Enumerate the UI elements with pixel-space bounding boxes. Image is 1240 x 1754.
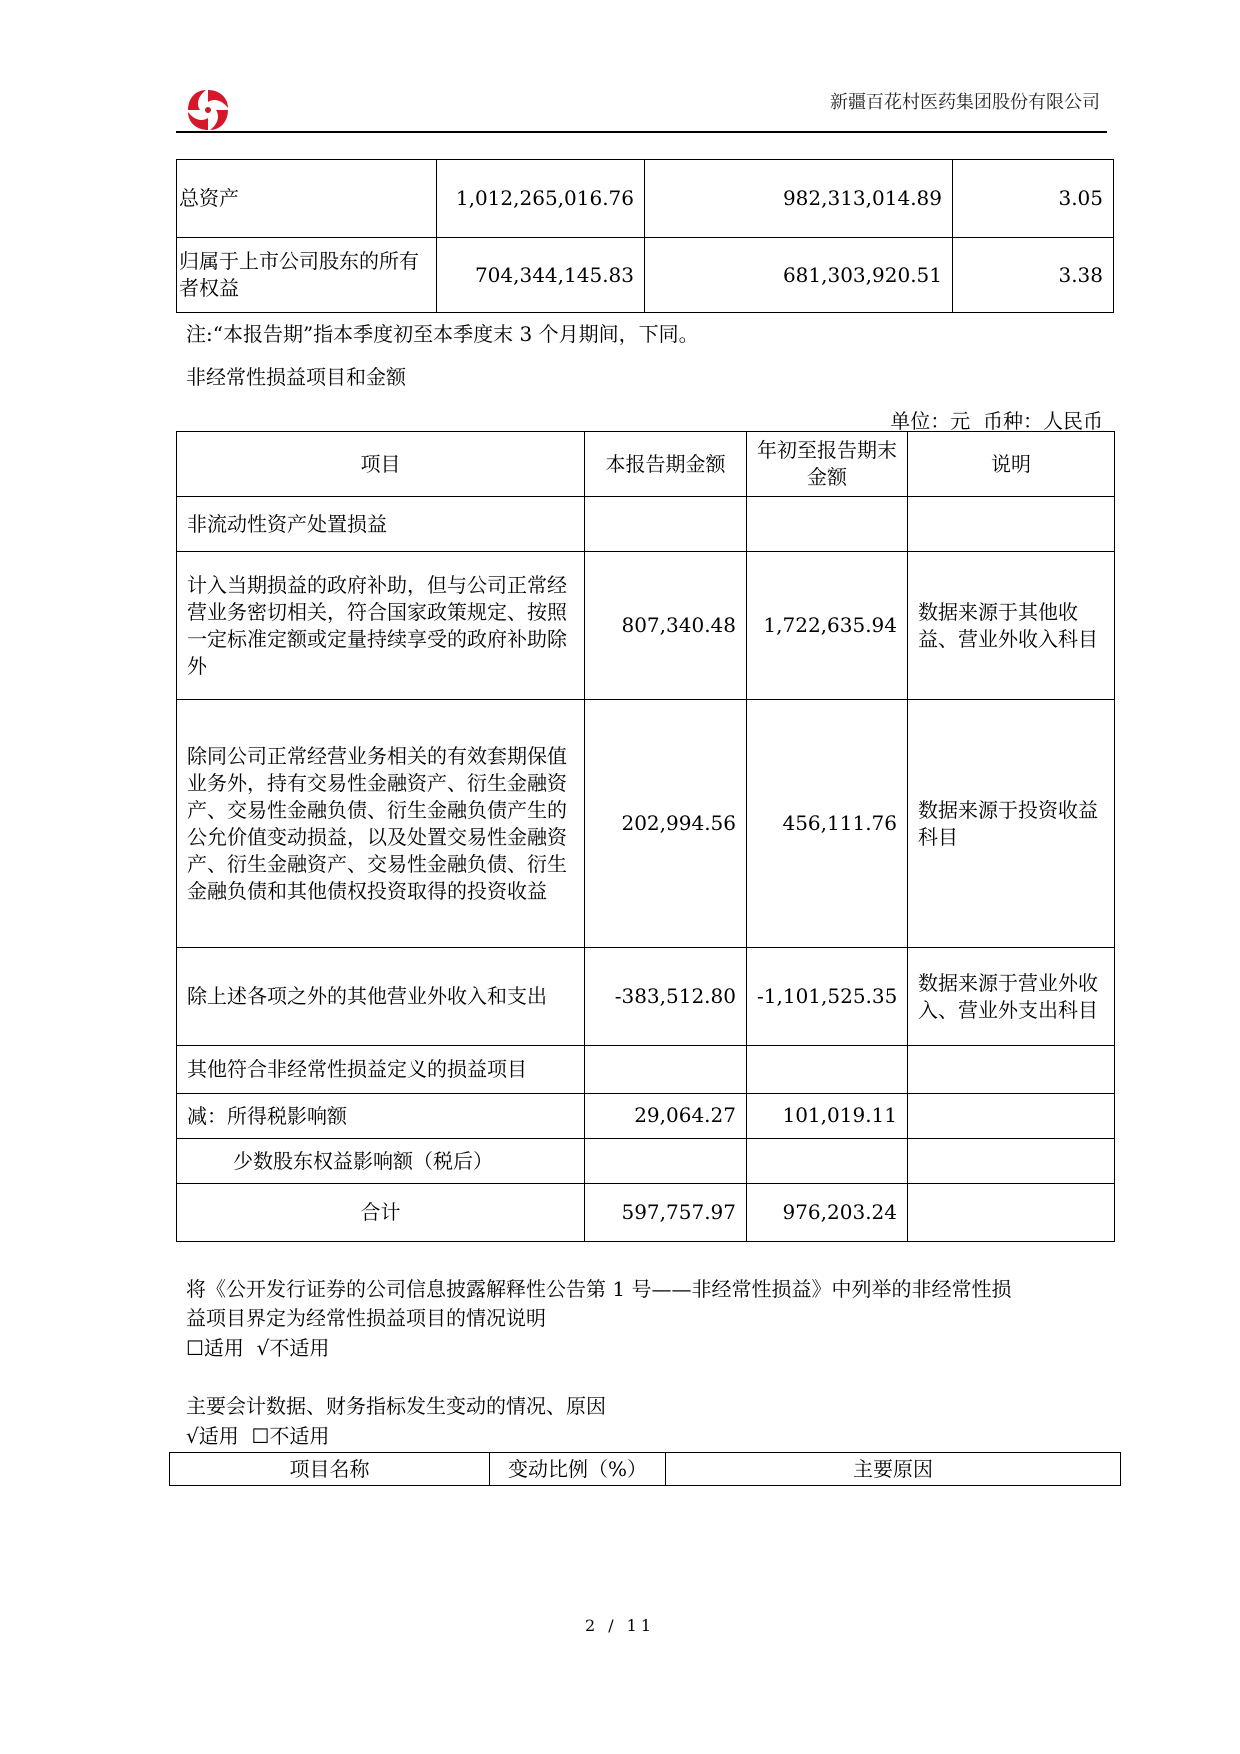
paragraph-title: 主要会计数据、财务指标发生变动的情况、原因 [186,1394,606,1418]
table-cell: 数据来源于营业外收入、营业外支出科目 [908,948,1115,1046]
table-cell [747,1139,908,1184]
table-header-row [170,1453,1121,1486]
company-logo-icon [186,88,230,132]
table-cell [908,1094,1115,1139]
table-row [177,948,1115,1046]
table-row [177,497,1115,552]
page-number: 2 / 11 [584,1616,656,1635]
table-cell: 456,111.76 [747,700,908,948]
table-row [177,1046,1115,1094]
paragraph-line: 将《公开发行证券的公司信息披露解释性公告第 1 号——非经常性损益》中列举的非经常性损 [186,1277,1012,1301]
table-row [177,552,1115,700]
table-row [177,1184,1115,1242]
applicability-checkbox-text: ☐适用 √不适用 [186,1336,330,1360]
table-cell [585,1139,747,1184]
table-cell [908,1184,1115,1242]
paragraph-line: 益项目界定为经常性损益项目的情况说明 [186,1306,546,1330]
table-cell: 1,722,635.94 [747,552,908,700]
table-cell: 29,064.27 [585,1094,747,1139]
table-cell: 合计 [177,1184,585,1242]
table-cell: -1,101,525.35 [747,948,908,1046]
table-cell: 1,012,265,016.76 [437,160,645,238]
table-cell: 704,344,145.83 [437,238,645,313]
table-row [177,160,1114,238]
table-cell [908,1139,1115,1184]
unit-label: 单位：元 币种：人民币 [890,409,1103,433]
table-cell: 数据来源于投资收益科目 [908,700,1115,948]
table-cell [747,1046,908,1094]
table-cell: 597,757.97 [585,1184,747,1242]
non-recurring-items-table [176,431,1115,1242]
table-cell: 681,303,920.51 [645,238,953,313]
footnote: 注:“本报告期”指本季度初至本季度末 3 个月期间，下同。 [186,322,699,346]
table-cell: 数据来源于其他收益、营业外收入科目 [908,552,1115,700]
column-header: 变动比例（%） [490,1453,666,1486]
table-cell: 少数股东权益影响额（税后） [177,1139,585,1184]
column-header: 项目 [177,432,585,497]
table-cell [585,1046,747,1094]
change-reasons-table [169,1452,1121,1486]
table-cell: 归属于上市公司股东的所有者权益 [177,238,437,313]
table-cell: 202,994.56 [585,700,747,948]
table-cell: -383,512.80 [585,948,747,1046]
table-cell: 807,340.48 [585,552,747,700]
applicability-checkbox-text: √适用 ☐不适用 [186,1424,330,1448]
column-header: 说明 [908,432,1115,497]
section-title: 非经常性损益项目和金额 [186,365,406,389]
column-header: 主要原因 [666,1453,1121,1486]
table-cell [908,1046,1115,1094]
table-row [177,700,1115,948]
table-cell: 减：所得税影响额 [177,1094,585,1139]
table-cell: 其他符合非经常性损益定义的损益项目 [177,1046,585,1094]
column-header: 年初至报告期末金额 [747,432,908,497]
table-row [177,1094,1115,1139]
table-cell: 982,313,014.89 [645,160,953,238]
table-cell: 3.38 [953,238,1114,313]
table-cell: 976,203.24 [747,1184,908,1242]
table-cell [585,497,747,552]
balance-summary-table [176,159,1114,313]
table-cell [908,497,1115,552]
table-cell: 总资产 [177,160,437,238]
table-cell: 3.05 [953,160,1114,238]
company-name: 新疆百花村医药集团股份有限公司 [830,92,1100,113]
table-header-row [177,432,1115,497]
table-cell: 非流动性资产处置损益 [177,497,585,552]
column-header: 本报告期金额 [585,432,747,497]
table-cell [747,497,908,552]
table-row [177,1139,1115,1184]
table-cell: 除同公司正常经营业务相关的有效套期保值业务外，持有交易性金融资产、衍生金融资产、交易性金融负债、衍生金融负债产生的公允价值变动损益，以及处置交易性金融资产、衍生金融资产、交易性金融负债、衍生金融负债和其他债权投资取得的投资收益 [177,700,585,948]
column-header: 项目名称 [170,1453,490,1486]
table-cell: 计入当期损益的政府补助，但与公司正常经营业务密切相关，符合国家政策规定、按照一定标准定额或定量持续享受的政府补助除外 [177,552,585,700]
table-cell: 101,019.11 [747,1094,908,1139]
header-divider [176,131,1107,133]
table-row [177,238,1114,313]
table-cell: 除上述各项之外的其他营业外收入和支出 [177,948,585,1046]
